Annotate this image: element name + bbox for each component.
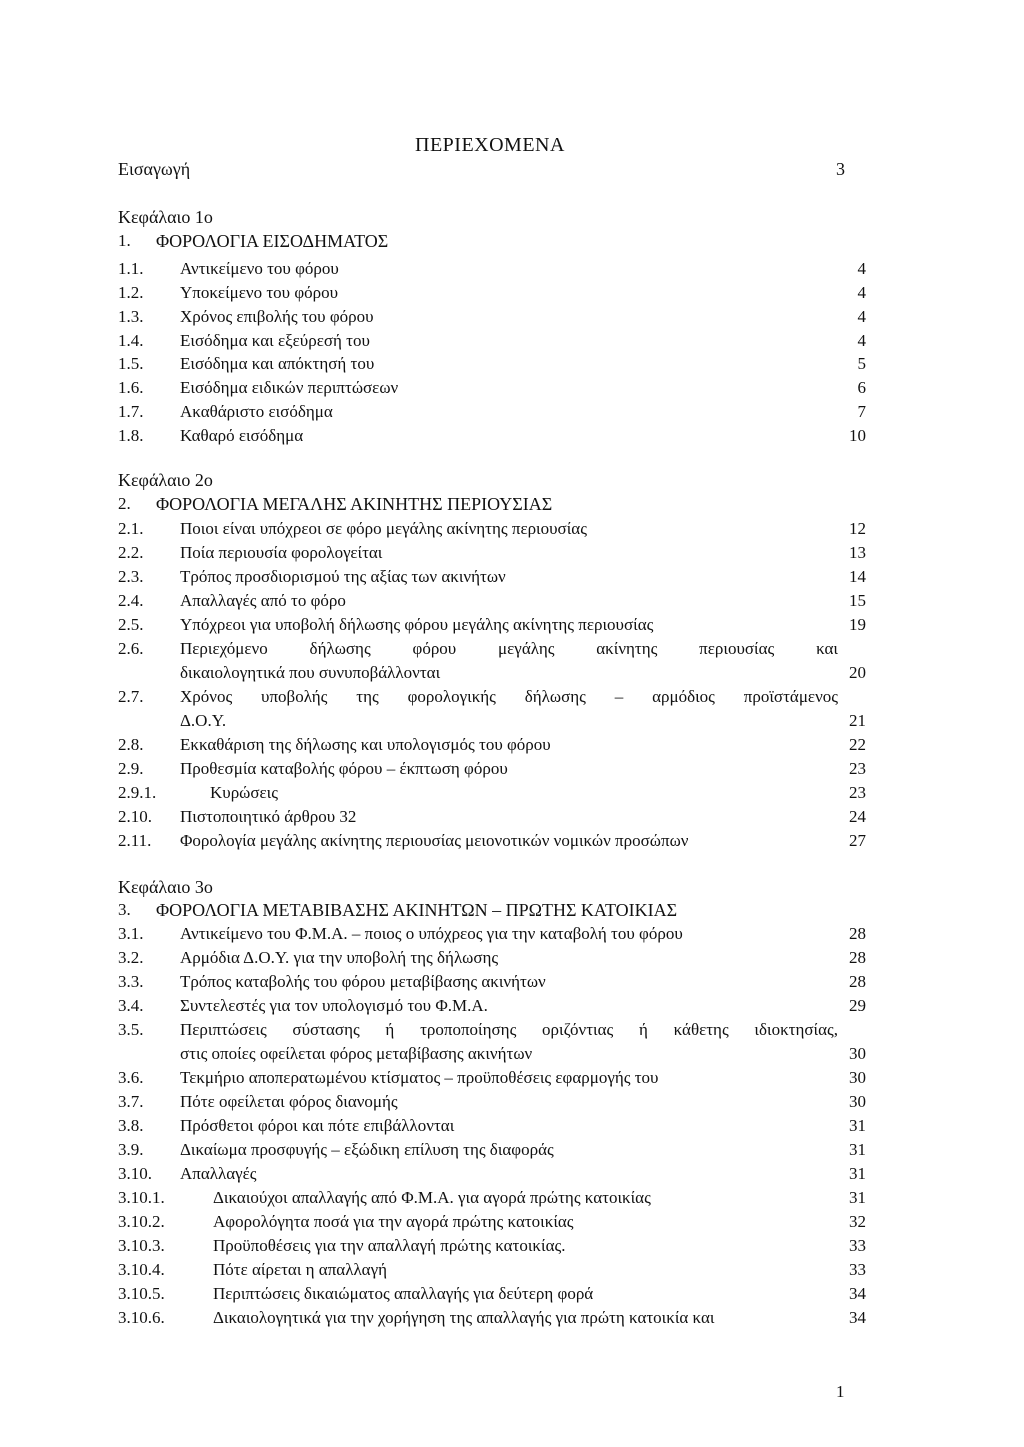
toc-entry-title: Περιεχόμενο δήλωσης φόρου μεγάλης ακίνητης περιουσίας και <box>180 639 838 658</box>
toc-entry-title: Εισόδημα ειδικών περιπτώσεων <box>180 378 399 397</box>
toc-entry-number: 1.1. <box>118 259 144 278</box>
toc-entry-number: 3. <box>118 900 131 919</box>
toc-entry-page: 28 <box>849 948 866 967</box>
toc-entry-number: 3.4. <box>118 996 144 1015</box>
toc-entry-title: Τρόπος προσδιορισμού της αξίας των ακινήτων <box>180 567 506 586</box>
toc-entry-title: ΦΟΡΟΛΟΓΙΑ ΕΙΣΟΔΗΜΑΤΟΣ <box>156 231 389 251</box>
toc-entry-title: Αντικείμενο του φόρου <box>180 259 339 278</box>
toc-entry-number: 1.7. <box>118 402 144 421</box>
toc-entry-number: 2.3. <box>118 567 144 586</box>
toc-entry-number: 3.10.1. <box>118 1188 165 1207</box>
toc-entry-title: Ποιοι είναι υπόχρεοι σε φόρο μεγάλης ακίνητης περιουσίας <box>180 519 587 538</box>
toc-entry-title: Χρόνος υποβολής της φορολογικής δήλωσης – αρμόδιος προϊστάμενος <box>180 687 838 706</box>
toc-entry-page: 31 <box>849 1140 866 1159</box>
toc-entry <box>118 542 888 564</box>
toc-entry-title: Υπόχρεοι για υποβολή δήλωσης φόρου μεγάλης ακίνητης περιουσίας <box>180 615 654 634</box>
toc-entry-title: Δικαίωμα προσφυγής – εξώδικη επίλυση της διαφοράς <box>180 1140 554 1159</box>
toc-entry <box>118 1211 888 1233</box>
toc-entry-number: 1.6. <box>118 378 144 397</box>
toc-entry <box>118 1043 888 1065</box>
toc-entry <box>118 377 888 399</box>
toc-entry-page: 24 <box>849 807 866 826</box>
toc-entry-number: 3.9. <box>118 1140 144 1159</box>
toc-entry-number: 1.8. <box>118 426 144 445</box>
toc-entry <box>118 1307 888 1329</box>
toc-entry-number: 2.5. <box>118 615 144 634</box>
toc-entry-number: 3.10. <box>118 1164 152 1183</box>
toc-entry-title: Φορολογία μεγάλης ακίνητης περιουσίας μειονοτικών νομικών προσώπων <box>180 831 689 850</box>
toc-entry <box>118 899 888 921</box>
toc-entry-title: Αφορολόγητα ποσά για την αγορά πρώτης κατοικίας <box>213 1212 574 1231</box>
toc-entry <box>118 401 888 423</box>
toc-entry-title: Πιστοποιητικό άρθρου 32 <box>180 807 357 826</box>
toc-entry <box>118 353 888 375</box>
toc-entry-page: 31 <box>849 1116 866 1135</box>
toc-entry-page: 32 <box>849 1212 866 1231</box>
toc-entry-number: 2.4. <box>118 591 144 610</box>
toc-entry-title: Κεφάλαιο 3ο <box>118 877 213 897</box>
toc-entry <box>118 306 888 328</box>
toc-entry-title: Πότε οφείλεται φόρος διανομής <box>180 1092 398 1111</box>
toc-entry <box>118 710 888 732</box>
toc-entry-title: ΦΟΡΟΛΟΓΙΑ ΜΕΓΑΛΗΣ ΑΚΙΝΗΤΗΣ ΠΕΡΙΟΥΣΙΑΣ <box>156 494 553 514</box>
toc-entry-title: Υποκείμενο του φόρου <box>180 283 339 302</box>
toc-entry-title: Πρόσθετοι φόροι και πότε επιβάλλονται <box>180 1116 455 1135</box>
toc-entry <box>118 330 888 352</box>
toc-entry-number: 1.5. <box>118 354 144 373</box>
toc-entry <box>118 947 888 969</box>
toc-entry <box>118 1163 888 1185</box>
toc-entry <box>118 686 888 708</box>
toc-entry-number: 1.3. <box>118 307 144 326</box>
toc-intro-label: Εισαγωγή <box>118 159 191 179</box>
toc-entry <box>118 758 888 780</box>
toc-entry <box>118 1115 888 1137</box>
toc-entry-page: 31 <box>849 1188 866 1207</box>
toc-entry-number: 3.10.6. <box>118 1308 165 1327</box>
toc-entry-page: 23 <box>849 783 866 802</box>
toc-entry-title: Προθεσμία καταβολής φόρου – έκπτωση φόρου <box>180 759 508 778</box>
toc-entry-title: Περιπτώσεις δικαιώματος απαλλαγής για δεύτερη φορά <box>213 1284 594 1303</box>
toc-entry-page: 28 <box>849 924 866 943</box>
toc-entry-page: 30 <box>849 1044 866 1063</box>
toc-entry-page: 31 <box>849 1164 866 1183</box>
toc-entry-title: Δ.Ο.Υ. <box>180 711 227 730</box>
toc-entry <box>118 1019 888 1041</box>
toc-entry-title: Εισόδημα και εξεύρεσή του <box>180 331 370 350</box>
toc-entry-title: Δικαιολογητικά για την χορήγηση της απαλλαγής για πρώτη κατοικία και <box>213 1308 715 1327</box>
toc-entry <box>118 995 888 1017</box>
toc-entry <box>118 806 888 828</box>
toc-entry-title: Συντελεστές για τον υπολογισμό του Φ.Μ.Α. <box>180 996 488 1015</box>
toc-entry <box>118 662 888 684</box>
toc-entry-page: 21 <box>849 711 866 730</box>
toc-entry-number: 2.8. <box>118 735 144 754</box>
toc-entry-page: 6 <box>857 378 866 397</box>
toc-entry-title: Ακαθάριστο εισόδημα <box>180 402 333 421</box>
toc-entry <box>118 425 888 447</box>
toc-entry <box>118 282 888 304</box>
toc-entry-title: Αντικείμενο του Φ.Μ.Α. – ποιος ο υπόχρεος για την καταβολή του φόρου <box>180 924 683 943</box>
toc-entry-number: 3.10.3. <box>118 1236 165 1255</box>
toc-entry-title: Καθαρό εισόδημα <box>180 426 304 445</box>
toc-entry-number: 3.2. <box>118 948 144 967</box>
toc-entry-page: 33 <box>849 1260 866 1279</box>
toc-entry-page: 12 <box>849 519 866 538</box>
toc-entry-title: Αρμόδια Δ.Ο.Υ. για την υποβολή της δήλωσης <box>180 948 499 967</box>
toc-entry-page: 10 <box>849 426 866 445</box>
toc-entry-page: 19 <box>849 615 866 634</box>
toc-entry-number: 3.1. <box>118 924 144 943</box>
toc-entry-page: 29 <box>849 996 866 1015</box>
toc-entry-title: Τρόπος καταβολής του φόρου μεταβίβασης ακινήτων <box>180 972 546 991</box>
toc-entry <box>118 830 888 852</box>
toc-entry-title: στις οποίες οφείλεται φόρος μεταβίβασης ακινήτων <box>180 1044 533 1063</box>
toc-entry <box>118 493 888 515</box>
toc-entry-number: 3.10.2. <box>118 1212 165 1231</box>
toc-entry-number: 1.2. <box>118 283 144 302</box>
page-number: 1 <box>836 1382 845 1401</box>
toc-entry-number: 3.10.4. <box>118 1260 165 1279</box>
toc-entry-number: 2.2. <box>118 543 144 562</box>
toc-entry-page: 22 <box>849 735 866 754</box>
toc-entry <box>118 971 888 993</box>
toc-entry-number: 3.5. <box>118 1020 144 1039</box>
toc-entry-page: 23 <box>849 759 866 778</box>
toc-entry-title: Κυρώσεις <box>210 783 278 802</box>
toc-entry-page: 27 <box>849 831 866 850</box>
toc-entry-number: 2. <box>118 494 131 513</box>
toc-entry-number: 3.6. <box>118 1068 144 1087</box>
toc-entry <box>118 258 888 280</box>
toc-entry <box>118 1283 888 1305</box>
toc-entry <box>118 1187 888 1209</box>
toc-entry-number: 1.4. <box>118 331 144 350</box>
toc-entry-page: 7 <box>857 402 866 421</box>
toc-intro-page: 3 <box>836 159 845 179</box>
toc-entry-title: Κεφάλαιο 2ο <box>118 470 213 490</box>
toc-entry-title: Εισόδημα και απόκτησή του <box>180 354 375 373</box>
toc-entry-title: Χρόνος επιβολής του φόρου <box>180 307 374 326</box>
toc-entry-title: Κεφάλαιο 1ο <box>118 207 213 227</box>
toc-entry-page: 30 <box>849 1092 866 1111</box>
toc-entry-title: Προϋποθέσεις για την απαλλαγή πρώτης κατοικίας. <box>213 1236 566 1255</box>
toc-entry <box>118 590 888 612</box>
toc-entry <box>118 1259 888 1281</box>
toc-entry-title: Απαλλαγές <box>180 1164 257 1183</box>
toc-entry-title: Περιπτώσεις σύστασης ή τροποποίησης οριζόντιας ή κάθετης ιδιοκτησίας, <box>180 1020 838 1039</box>
toc-entry-page: 30 <box>849 1068 866 1087</box>
toc-entry-title: Δικαιούχοι απαλλαγής από Φ.Μ.Α. για αγορά πρώτης κατοικίας <box>213 1188 651 1207</box>
toc-entry-page: 4 <box>857 283 866 302</box>
toc-entry <box>118 469 888 491</box>
toc-entry-page: 4 <box>857 331 866 350</box>
toc-entry-page: 33 <box>849 1236 866 1255</box>
toc-entry-title: δικαιολογητικά που συνυποβάλλονται <box>180 663 441 682</box>
toc-entry-page: 20 <box>849 663 866 682</box>
toc-entry <box>118 734 888 756</box>
toc-entry-page: 13 <box>849 543 866 562</box>
toc-entry-number: 3.8. <box>118 1116 144 1135</box>
toc-entry-title: Ποία περιουσία φορολογείται <box>180 543 383 562</box>
toc-entry-page: 28 <box>849 972 866 991</box>
toc-entry-number: 2.9.1. <box>118 783 157 802</box>
toc-entry <box>118 1067 888 1089</box>
toc-entry-title: ΦΟΡΟΛΟΓΙΑ ΜΕΤΑΒΙΒΑΣΗΣ ΑΚΙΝΗΤΩΝ – ΠΡΩΤΗΣ ΚΑΤΟΙΚΙΑΣ <box>156 900 678 920</box>
toc-entry-number: 2.1. <box>118 519 144 538</box>
toc-entry <box>118 782 888 804</box>
toc-entry <box>118 206 888 228</box>
toc-entry <box>118 518 888 540</box>
toc-entry <box>118 230 888 252</box>
toc-entry-number: 3.3. <box>118 972 144 991</box>
toc-entry-title: Τεκμήριο αποπερατωμένου κτίσματος – προϋποθέσεις εφαρμογής του <box>180 1068 659 1087</box>
toc-entry <box>118 566 888 588</box>
toc-entry <box>118 1091 888 1113</box>
toc-entry-number: 3.7. <box>118 1092 144 1111</box>
toc-entry-page: 15 <box>849 591 866 610</box>
toc-entry <box>118 923 888 945</box>
toc-entry-number: 3.10.5. <box>118 1284 165 1303</box>
toc-entry-number: 2.11. <box>118 831 152 850</box>
toc-entry-title: Απαλλαγές από το φόρο <box>180 591 346 610</box>
toc-entry <box>118 1235 888 1257</box>
toc-entry <box>118 638 888 660</box>
toc-entry <box>118 614 888 636</box>
toc-entry-number: 2.7. <box>118 687 144 706</box>
toc-entry-number: 2.9. <box>118 759 144 778</box>
toc-entry-title: Εκκαθάριση της δήλωσης και υπολογισμός του φόρου <box>180 735 551 754</box>
toc-entry-page: 14 <box>849 567 866 586</box>
toc-entry-page: 34 <box>849 1284 866 1303</box>
toc-entry-page: 4 <box>857 307 866 326</box>
toc-entry-page: 34 <box>849 1308 866 1327</box>
toc-entry <box>118 1139 888 1161</box>
page-title: ΠΕΡΙΕΧΟΜΕΝΑ <box>415 134 565 156</box>
toc-entry-number: 2.10. <box>118 807 152 826</box>
toc-entry-page: 4 <box>857 259 866 278</box>
toc-entry-number: 1. <box>118 231 131 250</box>
toc-entry-number: 2.6. <box>118 639 144 658</box>
toc-entry-page: 5 <box>857 354 866 373</box>
toc-entry-title: Πότε αίρεται η απαλλαγή <box>213 1260 387 1279</box>
toc-entry <box>118 876 888 898</box>
